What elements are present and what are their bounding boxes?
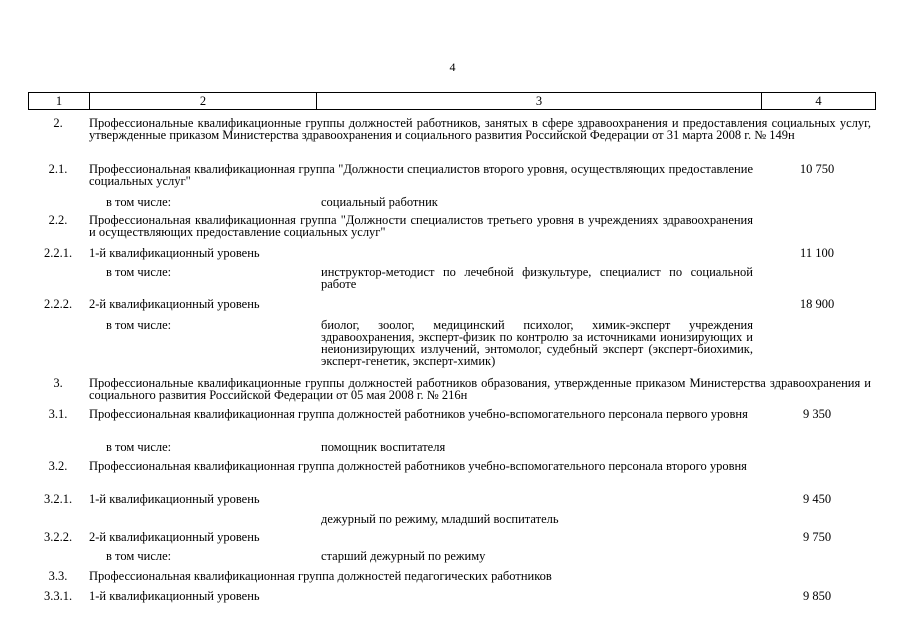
level-title: 1-й квалификационный уровень (89, 492, 260, 506)
header-col-2: 2 (90, 93, 317, 109)
level-title: 2-й квалификационный уровень (89, 297, 260, 311)
group-title: Профессиональная квалификационная группа должностей работников учебно-вспомогательного персонала первого уровня (89, 407, 748, 421)
row-number: 2.2.1. (43, 246, 73, 260)
row-number: 2.2.2. (43, 297, 73, 311)
including-label: в том числе: (106, 265, 172, 279)
row-number: 3.3. (48, 569, 68, 583)
position-list: помощник воспитателя (321, 440, 446, 454)
group-title: Профессиональная квалификационная группа должностей педагогических работников (89, 569, 552, 583)
salary-value: 10 750 (799, 162, 835, 176)
group-title: Профессиональная квалификационная группа "Должности специалистов третьего уровня в учреждениях здравоохранения и осуществляющих предоставление социальных услуг" (89, 213, 753, 239)
table-header (28, 92, 876, 110)
row-number: 3. (53, 376, 63, 390)
level-title: 1-й квалификационный уровень (89, 589, 260, 603)
position-list: биолог, зоолог, медицинский психолог, химик-эксперт учреждения здравоохранения, эксперт-физик по контролю за источниками ионизирующих и неионизирующих излучений, энтомолог, судебный эксперт (эксперт-биохимик, эксперт-генетик, эксперт-химик) (321, 318, 753, 368)
header-col-1: 1 (29, 93, 90, 109)
row-number: 3.3.1. (43, 589, 73, 603)
group-title: Профессиональная квалификационная группа "Должности специалистов второго уровня, осуществляющих предоставление социальных услуг" (89, 162, 753, 188)
row-number: 3.1. (48, 407, 68, 421)
group-title: Профессиональная квалификационная группа должностей работников учебно-вспомогательного персонала второго уровня (89, 459, 747, 473)
salary-value: 9 850 (802, 589, 832, 603)
row-number: 3.2.1. (43, 492, 73, 506)
level-title: 2-й квалификационный уровень (89, 530, 260, 544)
group-title: Профессиональные квалификационные группы должностей работников, занятых в сфере здравоохранения и предоставления социальных услуг, утвержденные приказом Министерства здравоохранения и социального развития Российской Федерации от 31 марта 2008 г. № 149н (89, 116, 871, 142)
salary-value: 18 900 (799, 297, 835, 311)
salary-value: 9 450 (802, 492, 832, 506)
including-label: в том числе: (106, 318, 172, 332)
header-col-4: 4 (815, 94, 822, 108)
row-number: 3.2. (48, 459, 68, 473)
salary-value: 11 100 (800, 246, 834, 260)
group-title: Профессиональные квалификационные группы должностей работников образования, утвержденные приказом Министерства здравоохранения и социального развития Российской Федерации от 05 мая 2008 г. № 216н (89, 376, 871, 402)
salary-value: 9 750 (802, 530, 832, 544)
including-label: в том числе: (106, 549, 172, 563)
row-number: 2. (53, 116, 63, 130)
position-list: инструктор-методист по лечебной физкультуре, специалист по социальной работе (321, 265, 753, 291)
level-title: 1-й квалификационный уровень (89, 246, 260, 260)
position-list: старший дежурный по режиму (321, 549, 486, 563)
position-list: социальный работник (321, 195, 438, 209)
row-number: 2.1. (48, 162, 68, 176)
including-label: в том числе: (106, 195, 172, 209)
row-number: 2.2. (48, 213, 68, 227)
including-label: в том числе: (106, 440, 172, 454)
salary-value: 9 350 (802, 407, 832, 421)
row-number: 3.2.2. (43, 530, 73, 544)
header-col-3: 3 (317, 93, 762, 109)
page-number: 4 (449, 60, 456, 74)
position-list: дежурный по режиму, младший воспитатель (321, 512, 559, 526)
